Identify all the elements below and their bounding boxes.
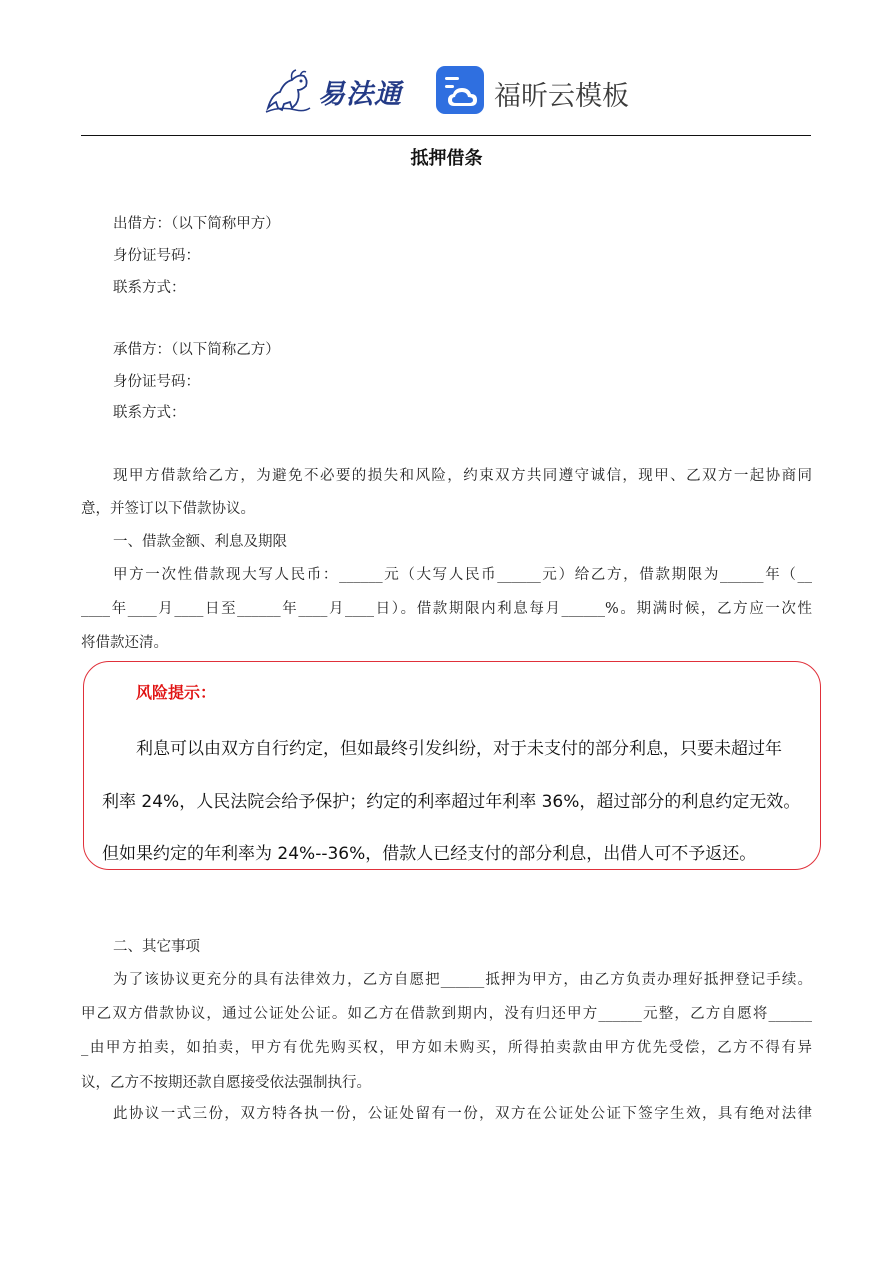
- lender-id-line: 身份证号码：: [113, 248, 200, 264]
- borrower-line: 承借方：（以下简称乙方）: [113, 342, 280, 358]
- brand-yifatong: 易法通: [318, 79, 402, 110]
- section-2-line-4: 议，乙方不按期还款自愿接受依法强制执行。: [81, 1075, 371, 1091]
- section-2-line-1: 为了该协议更充分的具有法律效力，乙方自愿把______抵押为甲方，由乙方负责办理好抵押登记手续。: [113, 972, 812, 988]
- risk-warning-line-1: 利息可以由双方自行约定，但如最终引发纠纷，对于未支付的部分利息，只要未超过年: [136, 739, 782, 759]
- section-2-line-2: 甲乙双方借款协议，通过公证处公证。如乙方在借款到期内，没有归还甲方______元整，乙方自愿将______: [81, 1006, 812, 1022]
- header: [0, 58, 893, 128]
- lender-line: 出借方：（以下简称甲方）: [113, 216, 280, 232]
- foxit-cloud-logo-icon: [436, 66, 484, 114]
- section-1-heading: 一、借款金额、利息及期限: [113, 534, 287, 550]
- section-2-line-5: 此协议一式三份，双方特各执一份，公证处留有一份，双方在公证处公证下签字生效，具有绝对法律: [113, 1106, 812, 1122]
- borrower-id-line: 身份证号码：: [113, 374, 200, 390]
- header-divider: [81, 135, 811, 136]
- risk-warning-line-3: 但如果约定的年利率为 24%--36%，借款人已经支付的部分利息，出借人可不予返还。: [102, 844, 757, 864]
- borrower-contact-line: 联系方式：: [113, 405, 186, 421]
- intro-paragraph-line-1: 现甲方借款给乙方，为避免不必要的损失和风险，约束双方共同遵守诚信，现甲、乙双方一起协商同: [113, 468, 812, 484]
- risk-warning-title: 风险提示：: [136, 683, 217, 702]
- document-title: 抵押借条: [410, 148, 483, 169]
- intro-paragraph-line-2: 意，并签订以下借款协议。: [81, 501, 255, 517]
- section-2-line-3: _由甲方拍卖，如拍卖，甲方有优先购买权，甲方如未购买，所得拍卖款由甲方优先受偿，乙方不得有异: [81, 1040, 812, 1056]
- section-1-line-2: ____年____月____日至______年____月____日）。借款期限内利息每月______%。期满时候，乙方应一次性: [81, 601, 812, 617]
- section-2-heading: 二、其它事项: [113, 939, 200, 955]
- section-1-line-3: 将借款还清。: [81, 635, 168, 651]
- qilin-logo-icon: [262, 64, 314, 116]
- brand-foxit-template: 福昕云模板: [494, 81, 629, 112]
- lender-contact-line: 联系方式：: [113, 280, 186, 296]
- risk-warning-line-2: 利率 24%，人民法院会给予保护；约定的利率超过年利率 36%，超过部分的利息约定无效。: [102, 792, 801, 812]
- section-1-line-1: 甲方一次性借款现大写人民币：______元（大写人民币______元）给乙方，借款期限为______年（__: [113, 567, 812, 583]
